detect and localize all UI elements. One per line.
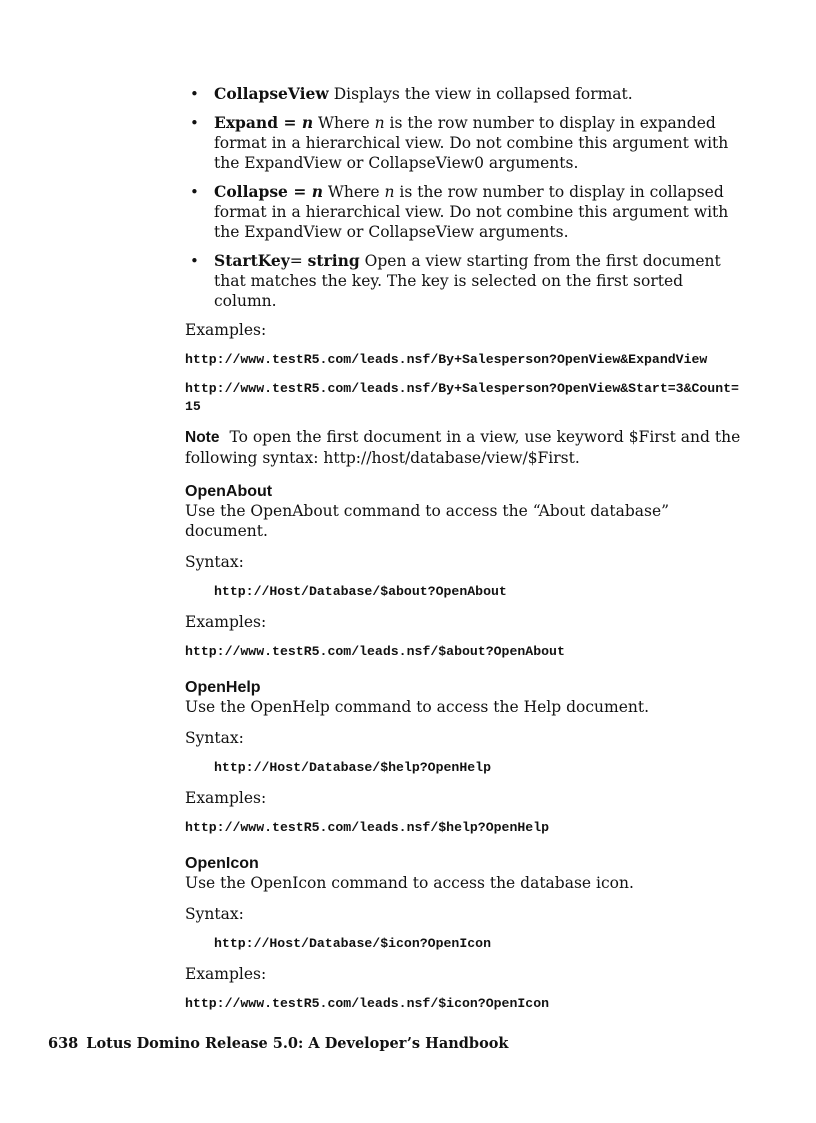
note-text: To open the first document in a view, use keyword $First and the following syntax: http://host/database/view/$First. [185,428,741,467]
section-description: Use the OpenHelp command to access the Help document. [185,698,650,716]
bullet-icon: • [190,252,199,270]
argument-description: is the row number to display in collapsed format in a hierarchical view. Do not combine this argument with the ExpandView or CollapseView arguments. [214,183,729,241]
argument-description: is the row number to display in expanded format in a hierarchical view. Do not combine this argument with the ExpandView or CollapseView0 arguments. [214,114,729,172]
page-number: 638 [48,1035,79,1052]
list-item [185,84,741,104]
examples-label: Examples: [185,789,267,807]
example-url: http://www.testR5.com/leads.nsf/$icon?OpenIcon [185,996,550,1011]
section-description: Use the OpenAbout command to access the “About database” document. [185,502,670,540]
argument-variable: n [374,114,385,132]
argument-description: Open a view starting from the first document that matches the key. The key is selected on the first sorted column. [214,252,721,310]
list-item [185,251,741,311]
argument-term: Expand [214,113,279,132]
list-item [185,182,741,242]
syntax-code: http://Host/Database/$about?OpenAbout [214,584,507,599]
syntax-label: Syntax: [185,729,244,747]
argument-value: n [311,182,323,201]
examples-label: Examples: [185,965,267,983]
example-url: http://www.testR5.com/leads.nsf/By+Salesperson?OpenView&ExpandView [185,352,708,367]
section-heading-openicon: OpenIcon [185,855,259,872]
argument-lead: Where [322,183,385,201]
argument-value: string [307,251,360,270]
argument-term: StartKey [214,251,290,270]
argument-term: Collapse [214,182,288,201]
syntax-code: http://Host/Database/$icon?OpenIcon [214,936,491,951]
note-label: Note [185,429,220,446]
bullet-icon: • [190,114,199,132]
argument-operator: = [289,252,308,270]
section-heading-openabout: OpenAbout [185,483,273,500]
argument-term: CollapseView [214,84,329,103]
page-content [185,84,741,1024]
syntax-label: Syntax: [185,905,244,923]
examples-label: Examples: [185,613,267,631]
note [185,427,741,468]
argument-operator: = [287,182,312,201]
examples-label: Examples: [185,321,267,339]
section-description: Use the OpenIcon command to access the database icon. [185,874,634,892]
argument-operator: = [278,113,302,132]
example-url: http://www.testR5.com/leads.nsf/By+Salesperson?OpenView&Start=3&Count=15 [185,381,739,414]
syntax-label: Syntax: [185,553,244,571]
argument-list [185,84,741,311]
bullet-icon: • [190,85,199,103]
section-heading-openhelp: OpenHelp [185,679,261,696]
argument-variable: n [384,183,395,201]
argument-value: n [301,113,314,132]
list-item [185,113,741,173]
argument-description: Displays the view in collapsed format. [328,85,633,103]
bullet-icon: • [190,183,199,201]
page-footer [48,1035,508,1052]
example-url: http://www.testR5.com/leads.nsf/$help?OpenHelp [185,820,550,835]
argument-lead: Where [313,114,375,132]
syntax-code: http://Host/Database/$help?OpenHelp [214,760,491,775]
example-url: http://www.testR5.com/leads.nsf/$about?OpenAbout [185,644,565,659]
book-title: Lotus Domino Release 5.0: A Developer’s Handbook [86,1035,509,1052]
